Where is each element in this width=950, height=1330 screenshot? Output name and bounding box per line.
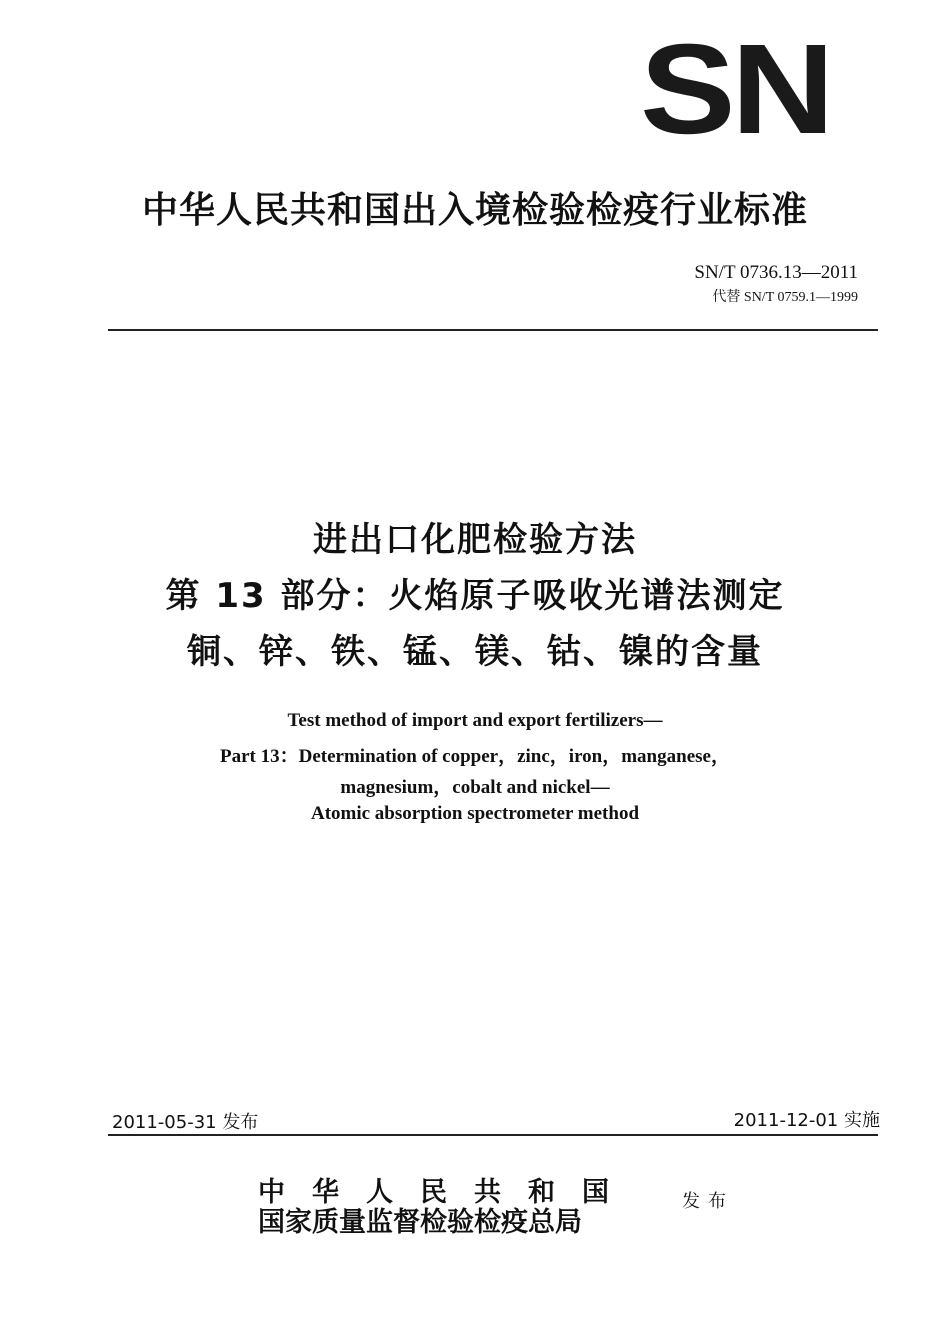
issuer-line-2: 国家质量监督检验检疫总局 bbox=[258, 1207, 582, 1238]
title-cn-line-1: 进出口化肥检验方法 bbox=[313, 520, 637, 560]
title-en-line-4: Atomic absorption spectrometer method bbox=[310, 803, 640, 824]
publish-label: 发布 bbox=[682, 1191, 734, 1212]
title-en-line-3: magnesium，cobalt and nickel— bbox=[340, 777, 610, 798]
issue-date: 2011-05-31 发布 bbox=[112, 1112, 259, 1133]
standard-code: SN/T 0736.13—2011 bbox=[694, 262, 858, 283]
sn-logo: SN bbox=[640, 18, 831, 161]
effective-date: 2011-12-01 实施 bbox=[733, 1110, 880, 1131]
authority-heading: 中华人民共和国出入境检验检疫行业标准 bbox=[141, 190, 808, 231]
title-en-line-1: Test method of import and export fertilizers— bbox=[287, 710, 663, 731]
title-en-line-2: Part 13：Determination of copper，zinc，iron，manganese， bbox=[220, 746, 730, 767]
title-cn-line-3: 铜、锌、铁、锰、镁、钴、镍的含量 bbox=[187, 632, 763, 672]
replaces-standard: 代替 SN/T 0759.1—1999 bbox=[712, 290, 858, 305]
title-cn-line-2: 第 13 部分：火焰原子吸收光谱法测定 bbox=[165, 576, 785, 616]
issuer-line-1: 中华人民共和国 bbox=[258, 1177, 636, 1208]
top-divider bbox=[108, 329, 878, 331]
bottom-divider bbox=[108, 1134, 878, 1136]
